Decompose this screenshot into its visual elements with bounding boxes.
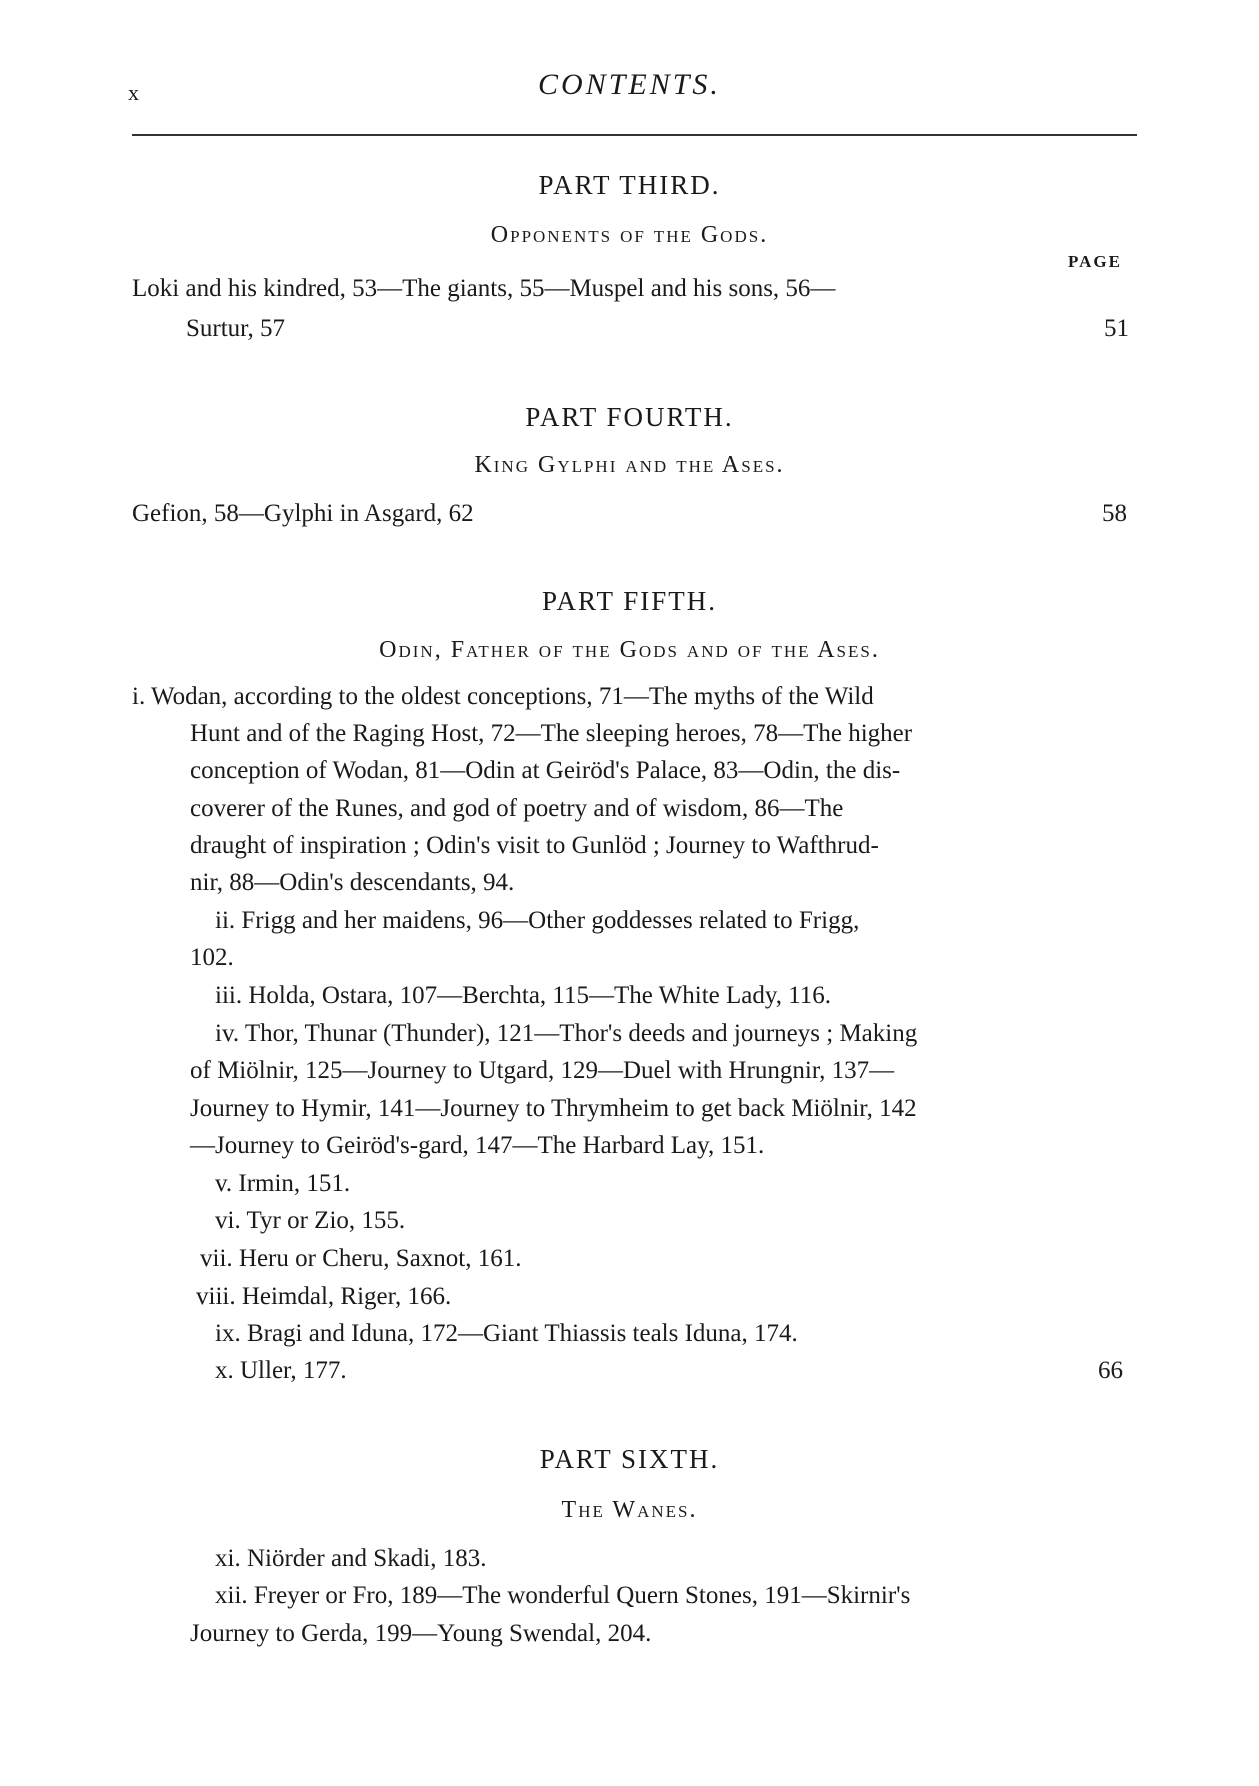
toc-line: vii. Heru or Cheru, Saxnot, 161. [200,1245,522,1272]
toc-line: coverer of the Runes, and god of poetry and of wisdom, 86—The [190,795,844,822]
toc-line: iv. Thor, Thunar (Thunder), 121—Thor's deeds and journeys ; Making [215,1020,918,1047]
part-third-subtitle: Opponents of the Gods. [490,222,769,248]
part-fifth-subtitle: Odin, Father of the Gods and of the Ases. [379,637,880,663]
part-fifth-title: PART FIFTH. [542,586,717,616]
toc-line: Surtur, 57 [186,315,285,342]
toc-line: v. Irmin, 151. [215,1170,351,1197]
page-column-label: PAGE [1068,252,1122,271]
toc-line: x. Uller, 177. [215,1357,347,1384]
toc-line: ii. Frigg and her maidens, 96—Other goddesses related to Frigg, [215,907,860,934]
toc-line: —Journey to Geiröd's-gard, 147—The Harbard Lay, 151. [190,1132,765,1159]
toc-line: xii. Freyer or Fro, 189—The wonderful Quern Stones, 191—Skirnir's [215,1582,911,1609]
toc-line: 102. [190,944,234,971]
toc-line: Gefion, 58—Gylphi in Asgard, 62 [132,500,474,527]
toc-line: conception of Wodan, 81—Odin at Geiröd's Palace, 83—Odin, the dis- [190,757,901,784]
toc-page-number: 66 [1098,1357,1123,1384]
toc-line: viii. Heimdal, Riger, 166. [196,1283,452,1310]
toc-page-number: 58 [1102,500,1127,527]
toc-line: Journey to Gerda, 199—Young Swendal, 204. [190,1620,652,1647]
toc-line: nir, 88—Odin's descendants, 94. [190,869,515,896]
toc-page-number: 51 [1104,315,1129,342]
toc-line: Hunt and of the Raging Host, 72—The sleeping heroes, 78—The higher [190,720,913,747]
toc-line: vi. Tyr or Zio, 155. [215,1207,406,1234]
part-sixth-title: PART SIXTH. [539,1444,720,1474]
page-number: x [128,80,139,105]
running-title: CONTENTS. [538,68,721,101]
toc-line: draught of inspiration ; Odin's visit to Gunlöd ; Journey to Wafthrud- [190,832,879,859]
header-rule [132,134,1137,136]
toc-line: i. Wodan, according to the oldest conceptions, 71—The myths of the Wild [132,683,874,710]
toc-line: Loki and his kindred, 53—The giants, 55—Muspel and his sons, 56— [132,275,836,302]
toc-line: of Miölnir, 125—Journey to Utgard, 129—Duel with Hrungnir, 137— [190,1057,895,1084]
toc-line: iii. Holda, Ostara, 107—Berchta, 115—The White Lady, 116. [215,982,832,1009]
toc-line: Journey to Hymir, 141—Journey to Thrymheim to get back Miölnir, 142 [190,1095,917,1122]
part-third-title: PART THIRD. [538,170,721,200]
toc-line: ix. Bragi and Iduna, 172—Giant Thiassis teals Iduna, 174. [215,1320,798,1347]
part-fourth-subtitle: King Gylphi and the Ases. [474,452,785,478]
toc-line: xi. Niörder and Skadi, 183. [215,1545,487,1572]
part-sixth-subtitle: The Wanes. [561,1497,698,1523]
part-fourth-title: PART FOURTH. [525,402,734,432]
